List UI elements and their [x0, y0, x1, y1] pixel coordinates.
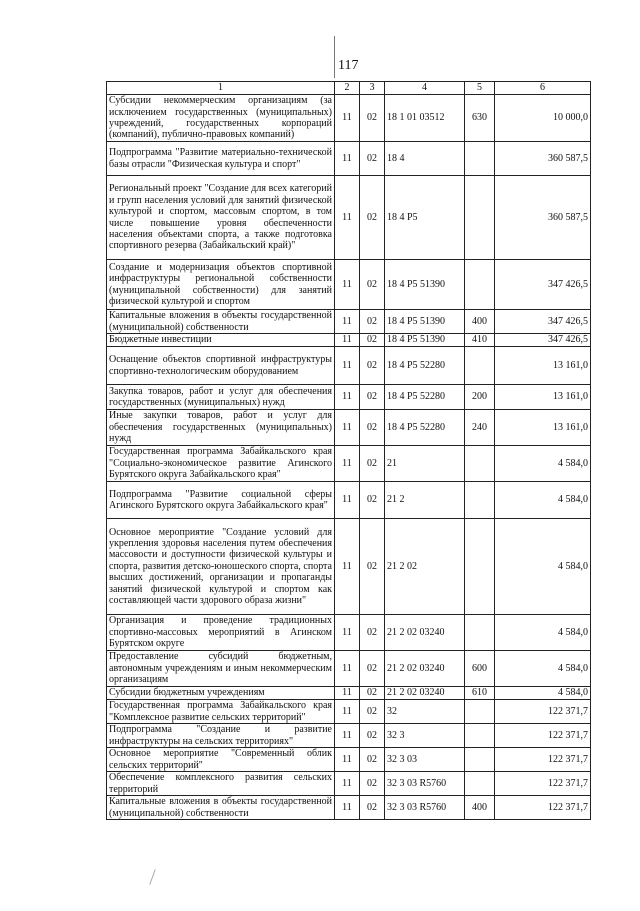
- row-subsection: 02: [360, 519, 385, 615]
- row-subsection: 02: [360, 260, 385, 310]
- row-section: 11: [335, 385, 360, 410]
- table-header-row: [107, 82, 591, 95]
- row-section: 11: [335, 347, 360, 385]
- page-number: 117: [338, 58, 359, 73]
- row-amount: 4 584,0: [495, 519, 591, 615]
- row-amount: 122 371,7: [495, 796, 591, 820]
- row-name: Бюджетные инвестиции: [107, 334, 335, 347]
- row-amount: 4 584,0: [495, 446, 591, 482]
- table-row: [107, 142, 591, 176]
- row-subsection: 02: [360, 651, 385, 687]
- row-target-code: 32: [385, 700, 465, 724]
- row-expense-type: 600: [465, 651, 495, 687]
- row-subsection: 02: [360, 700, 385, 724]
- row-expense-type: 410: [465, 334, 495, 347]
- row-name: Государственная программа Забайкальского края "Социально-экономическое развитие Агинского Бурятского округа Забайкальского края": [107, 446, 335, 482]
- row-name: Капитальные вложения в объекты государственной (муниципальной) собственности: [107, 796, 335, 820]
- table-row: [107, 772, 591, 796]
- header-col-4: 4: [385, 82, 465, 95]
- row-name: Закупка товаров, работ и услуг для обеспечения государственных (муниципальных) нужд: [107, 385, 335, 410]
- row-target-code: 18 4 P5 51390: [385, 334, 465, 347]
- row-target-code: 21 2: [385, 482, 465, 519]
- row-name: Региональный проект "Создание для всех категорий и групп населения условий для занятий физической культурой и спортом, массовым спортом, в том числе повышение уровня обеспеченности населения объектами спорта, а также подготовка спортивного резерва (Забайкальский край)": [107, 176, 335, 260]
- row-subsection: 02: [360, 310, 385, 334]
- row-expense-type: 240: [465, 410, 495, 446]
- table-row: [107, 687, 591, 700]
- row-amount: 4 584,0: [495, 651, 591, 687]
- row-expense-type: [465, 176, 495, 260]
- budget-table: [106, 81, 591, 820]
- row-subsection: 02: [360, 615, 385, 651]
- row-amount: 13 161,0: [495, 347, 591, 385]
- row-amount: 122 371,7: [495, 772, 591, 796]
- row-expense-type: 630: [465, 95, 495, 142]
- row-section: 11: [335, 748, 360, 772]
- row-target-code: 32 3 03 R5760: [385, 772, 465, 796]
- row-amount: 347 426,5: [495, 334, 591, 347]
- table-row: [107, 176, 591, 260]
- row-subsection: 02: [360, 142, 385, 176]
- row-expense-type: [465, 772, 495, 796]
- row-expense-type: 400: [465, 310, 495, 334]
- row-subsection: 02: [360, 347, 385, 385]
- row-section: 11: [335, 724, 360, 748]
- row-expense-type: 610: [465, 687, 495, 700]
- row-subsection: 02: [360, 724, 385, 748]
- row-amount: 13 161,0: [495, 385, 591, 410]
- row-section: 11: [335, 310, 360, 334]
- row-section: 11: [335, 142, 360, 176]
- row-expense-type: [465, 748, 495, 772]
- row-target-code: 21 2 02 03240: [385, 615, 465, 651]
- row-subsection: 02: [360, 385, 385, 410]
- row-name: Государственная программа Забайкальского края "Комплексное развитие сельских территорий": [107, 700, 335, 724]
- row-amount: 4 584,0: [495, 687, 591, 700]
- row-expense-type: [465, 482, 495, 519]
- table-row: [107, 260, 591, 310]
- row-name: Подпрограмма "Развитие материально-технической базы отрасли "Физическая культура и спорт": [107, 142, 335, 176]
- row-amount: 347 426,5: [495, 260, 591, 310]
- row-expense-type: 400: [465, 796, 495, 820]
- row-target-code: 18 4 P5 52280: [385, 385, 465, 410]
- row-target-code: 21 2 02 03240: [385, 687, 465, 700]
- row-target-code: 18 4 P5 51390: [385, 260, 465, 310]
- row-section: 11: [335, 615, 360, 651]
- table-row: [107, 700, 591, 724]
- row-section: 11: [335, 95, 360, 142]
- row-section: 11: [335, 334, 360, 347]
- row-section: 11: [335, 176, 360, 260]
- row-subsection: 02: [360, 687, 385, 700]
- row-amount: 122 371,7: [495, 748, 591, 772]
- row-section: 11: [335, 519, 360, 615]
- table-row: [107, 651, 591, 687]
- row-subsection: 02: [360, 482, 385, 519]
- row-section: 11: [335, 482, 360, 519]
- row-expense-type: 200: [465, 385, 495, 410]
- row-section: 11: [335, 687, 360, 700]
- row-name: Предоставление субсидий бюджетным, автономным учреждениям и иным некоммерческим организациям: [107, 651, 335, 687]
- row-expense-type: [465, 519, 495, 615]
- row-expense-type: [465, 142, 495, 176]
- row-section: 11: [335, 700, 360, 724]
- row-subsection: 02: [360, 772, 385, 796]
- row-target-code: 21 2 02: [385, 519, 465, 615]
- table-row: [107, 748, 591, 772]
- scan-artifact-mark: [149, 869, 155, 884]
- row-amount: 122 371,7: [495, 724, 591, 748]
- row-amount: 360 587,5: [495, 142, 591, 176]
- row-name: Создание и модернизация объектов спортивной инфраструктуры региональной собственности (муниципальной собственности) для занятий физической культурой и спортом: [107, 260, 335, 310]
- row-subsection: 02: [360, 334, 385, 347]
- header-col-5: 5: [465, 82, 495, 95]
- row-section: 11: [335, 796, 360, 820]
- table-row: [107, 347, 591, 385]
- row-name: Оснащение объектов спортивной инфраструктуры спортивно-технологическим оборудованием: [107, 347, 335, 385]
- row-amount: 347 426,5: [495, 310, 591, 334]
- row-name: Обеспечение комплексного развития сельских территорий: [107, 772, 335, 796]
- row-target-code: 18 4 P5: [385, 176, 465, 260]
- header-col-3: 3: [360, 82, 385, 95]
- row-target-code: 21 2 02 03240: [385, 651, 465, 687]
- binding-margin-line: [334, 36, 335, 78]
- row-target-code: 32 3: [385, 724, 465, 748]
- row-expense-type: [465, 347, 495, 385]
- row-expense-type: [465, 615, 495, 651]
- row-expense-type: [465, 700, 495, 724]
- row-amount: 4 584,0: [495, 482, 591, 519]
- row-section: 11: [335, 260, 360, 310]
- row-target-code: 32 3 03: [385, 748, 465, 772]
- row-name: Иные закупки товаров, работ и услуг для обеспечения государственных (муниципальных) нужд: [107, 410, 335, 446]
- row-section: 11: [335, 772, 360, 796]
- row-name: Основное мероприятие "Создание условий для укрепления здоровья населения путем обеспечения массовости и доступности физической культуры и спорта, развития детско-юношеского спорта, спорта высших достижений, организации и пропаганды занятий физической культурой и спортом как составляющей части здорового образа жизни": [107, 519, 335, 615]
- row-subsection: 02: [360, 748, 385, 772]
- row-subsection: 02: [360, 95, 385, 142]
- table-row: [107, 410, 591, 446]
- row-amount: 360 587,5: [495, 176, 591, 260]
- table-row: [107, 482, 591, 519]
- table-row: [107, 724, 591, 748]
- header-col-6: 6: [495, 82, 591, 95]
- row-target-code: 18 4 P5 52280: [385, 410, 465, 446]
- row-subsection: 02: [360, 796, 385, 820]
- row-target-code: 32 3 03 R5760: [385, 796, 465, 820]
- row-section: 11: [335, 410, 360, 446]
- row-name: Субсидии бюджетным учреждениям: [107, 687, 335, 700]
- row-subsection: 02: [360, 176, 385, 260]
- row-subsection: 02: [360, 446, 385, 482]
- row-name: Подпрограмма "Создание и развитие инфраструктуры на сельских территориях": [107, 724, 335, 748]
- row-target-code: 18 4 P5 51390: [385, 310, 465, 334]
- header-col-2: 2: [335, 82, 360, 95]
- row-section: 11: [335, 651, 360, 687]
- row-target-code: 18 4 P5 52280: [385, 347, 465, 385]
- row-expense-type: [465, 446, 495, 482]
- row-amount: 122 371,7: [495, 700, 591, 724]
- row-expense-type: [465, 724, 495, 748]
- table-row: [107, 385, 591, 410]
- table-row: [107, 310, 591, 334]
- row-name: Подпрограмма "Развитие социальной сферы Агинского Бурятского округа Забайкальского края": [107, 482, 335, 519]
- header-col-1: 1: [107, 82, 335, 95]
- table-row: [107, 446, 591, 482]
- row-amount: 4 584,0: [495, 615, 591, 651]
- row-target-code: 18 4: [385, 142, 465, 176]
- table-row: [107, 334, 591, 347]
- row-section: 11: [335, 446, 360, 482]
- row-name: Организация и проведение традиционных спортивно-массовых мероприятий в Агинском Бурятском округе: [107, 615, 335, 651]
- row-target-code: 21: [385, 446, 465, 482]
- row-expense-type: [465, 260, 495, 310]
- table-row: [107, 796, 591, 820]
- table-row: [107, 615, 591, 651]
- row-amount: 10 000,0: [495, 95, 591, 142]
- row-amount: 13 161,0: [495, 410, 591, 446]
- table-row: [107, 519, 591, 615]
- row-name: Основное мероприятие "Современный облик сельских территорий": [107, 748, 335, 772]
- row-target-code: 18 1 01 03512: [385, 95, 465, 142]
- row-name: Капитальные вложения в объекты государственной (муниципальной) собственности: [107, 310, 335, 334]
- row-subsection: 02: [360, 410, 385, 446]
- row-name: Субсидии некоммерческим организациям (за исключением государственных (муниципальных) учреждений, государственных корпораций (компаний), публично-правовых компаний): [107, 95, 335, 142]
- table-row: [107, 95, 591, 142]
